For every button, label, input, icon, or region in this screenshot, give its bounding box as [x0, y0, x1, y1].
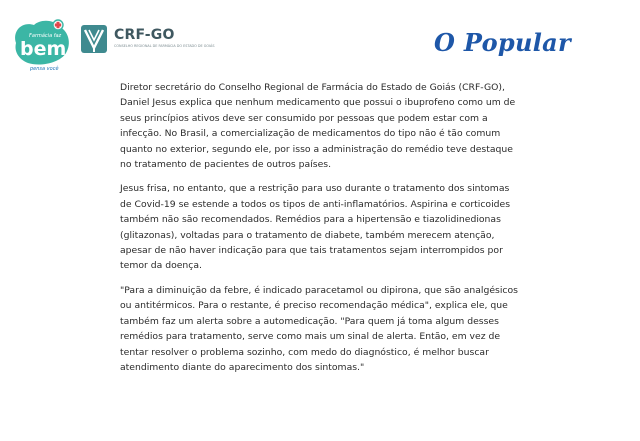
o-popular-logo: O Popular — [434, 28, 571, 57]
article-paragraph-3: "Para a diminuição da febre, é indicado paracetamol ou dipirona, que são analgésicos ou antitérmicos. Para o restante, é preciso recomendação médica", explica ele, que também faz um alerta sobre a automedicação. "Para quem já toma algum desses remédios para tratamento, serve como mais um sinal de alerta. Então, em vez de tentar resolver o problema sozinho, com medo do diagnóstico, é melhor buscar atendimento diante do aparecimento dos sintomas." — [120, 284, 518, 373]
header-logos — [0, 0, 640, 80]
article-paragraph-1: Diretor secretário do Conselho Regional de Farmácia do Estado de Goiás (CRF-GO), Daniel Jesus explica que nenhum medicamento que possui o ibuprofeno como um de seus princípios ativos deve ser consumido por pessoas que podem estar com a infecção. No Brasil, a comercialização de medicamentos do tipo não é tão comum quanto no exterior, segundo ele, por isso a administração do remédio teve destaque no tratamento de pacientes de outros países. — [120, 82, 516, 171]
heart-cross-logo-icon — [10, 17, 74, 73]
crf-subtitle: CONSELHO REGIONAL DE FARMÁCIA DO ESTADO DE GOIÁS — [114, 44, 215, 48]
crf-name: CRF-GO — [114, 27, 175, 43]
article-paragraph-2: Jesus frisa, no entanto, que a restrição para uso durante o tratamento dos sintomas de Covid-19 se estende a todos os tipos de anti-inflamatórios. Aspirina e corticoides também não são recomendados. Remédios para a hipertensão e tiazolidinedionas (glitazonas), voltadas para o tratamento de diabete, também merecem atenção, apesar de não haver indicação para que tais tratamentos sejam interrompidos por temor da doença. — [120, 183, 511, 272]
crf-go-logo — [80, 24, 215, 56]
farmacia-faz-bem-logo — [10, 17, 74, 73]
bem-main-text: bem — [20, 38, 67, 60]
bem-top-text: Farmácia faz — [29, 33, 62, 39]
bem-bottom-text: pensa você — [30, 66, 59, 72]
crf-shield-logo-icon — [80, 24, 110, 56]
article-body — [120, 80, 520, 384]
